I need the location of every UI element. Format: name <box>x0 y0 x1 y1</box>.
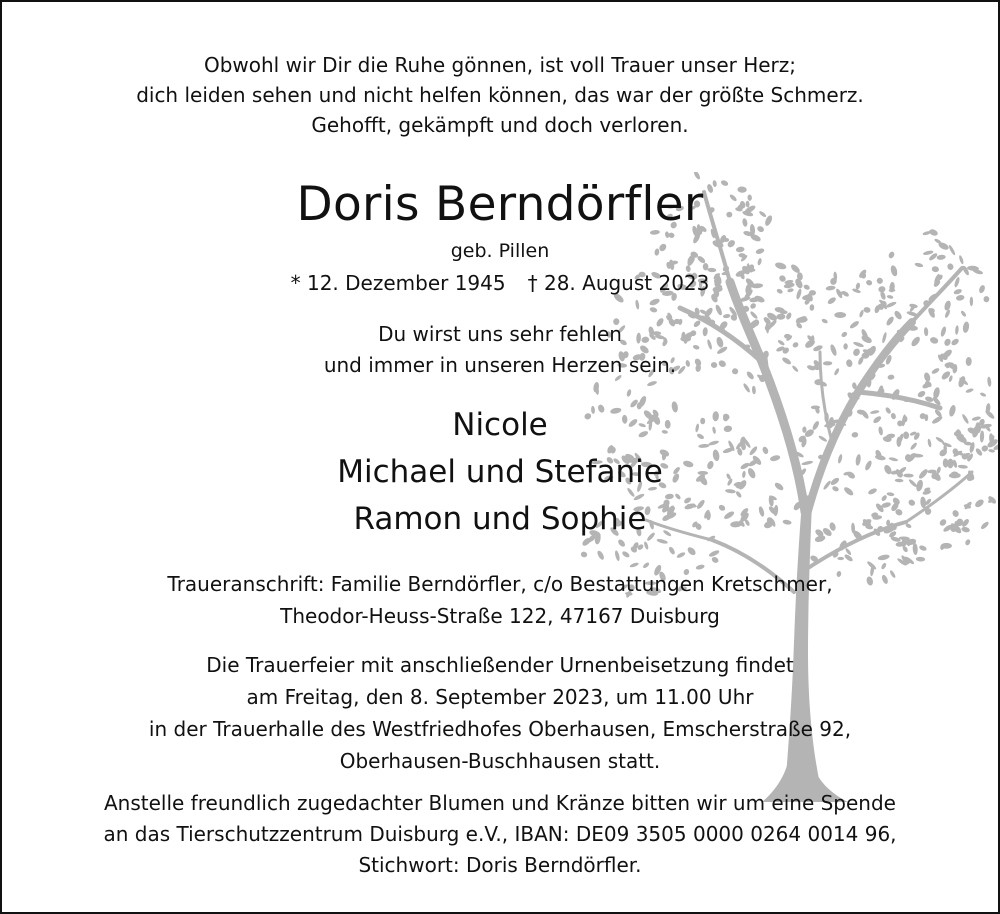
tree-leaf <box>749 302 757 310</box>
tree-leaf <box>711 556 720 564</box>
tree-leaf <box>596 550 605 561</box>
birth-name: geb. Pillen <box>450 240 550 262</box>
funeral-service-info <box>2 649 998 777</box>
mourners-list <box>2 402 998 543</box>
tree-leaf <box>843 553 853 562</box>
tree-leaf <box>686 546 697 557</box>
tree-leaf <box>580 551 588 558</box>
tree-leaf <box>626 389 632 397</box>
tree-leaf <box>863 306 871 313</box>
tree-leaf <box>647 380 658 387</box>
donation-line: an das Tierschutzzentrum Duisburg e.V., IBAN: DE09 3505 0000 0264 0014 96, <box>103 822 897 846</box>
tree-leaf <box>621 550 630 558</box>
tree-leaf <box>877 554 890 561</box>
tree-leaf <box>714 304 723 316</box>
tree-leaf <box>941 543 952 549</box>
verse <box>2 50 998 140</box>
verse-line: Gehofft, gekämpft und doch verloren. <box>311 113 689 137</box>
tree-leaf <box>834 312 846 318</box>
mourning-address <box>2 568 998 632</box>
tree-leaf <box>614 550 620 562</box>
tree-leaf <box>649 297 661 306</box>
tree-leaf <box>859 309 865 317</box>
message-line: und immer in unseren Herzen sein. <box>323 353 677 377</box>
farewell-message <box>2 319 998 381</box>
tree-leaf <box>909 303 918 309</box>
tree-leaf <box>916 557 926 562</box>
deceased-name: Doris Berndörfler <box>296 177 704 232</box>
birth-date: * 12. Dezember 1945 <box>290 271 506 295</box>
service-line: in der Trauerhalle des Westfriedhofes Oberhausen, Emscherstraße 92, <box>148 717 852 741</box>
tree-leaf <box>668 546 676 555</box>
verse-line: Obwohl wir Dir die Ruhe gönnen, ist voll Trauer unser Herz; <box>203 53 797 77</box>
tree-leaf <box>970 297 973 307</box>
tree-leaf <box>723 314 731 319</box>
tree-leaf <box>708 549 720 558</box>
tree-leaf <box>960 310 967 318</box>
tree-leaf <box>780 310 788 314</box>
tree-leaf <box>912 543 918 555</box>
tree-leaf <box>917 390 927 399</box>
message-line: Du wirst uns sehr fehlen <box>378 322 622 346</box>
tree-leaf <box>885 301 897 309</box>
tree-leaf <box>649 306 658 313</box>
mourner-name: Michael und Stefanie <box>337 454 663 490</box>
mourner-name: Nicole <box>452 407 548 443</box>
life-dates <box>2 268 998 298</box>
tree-leaf <box>742 382 751 393</box>
tree-leaf <box>676 551 686 559</box>
tree-leaf <box>752 386 756 395</box>
address-line: Theodor-Heuss-Straße 122, 47167 Duisburg <box>280 604 720 628</box>
death-date: † 28. August 2023 <box>527 271 710 295</box>
tree-leaf <box>809 304 814 311</box>
verse-line: dich leiden sehen und nicht helfen können, das war der größte Schmerz. <box>136 83 864 107</box>
service-line: Die Trauerfeier mit anschließender Urnenbeisetzung findet <box>206 653 794 677</box>
service-line: am Freitag, den 8. September 2023, um 11.00 Uhr <box>246 685 754 709</box>
tree-leaf <box>837 557 844 560</box>
tree-leaf <box>635 299 640 309</box>
address-line: Traueranschrift: Familie Berndörfler, c/o Bestattungen Kretschmer, <box>167 572 833 596</box>
tree-leaf <box>918 544 927 551</box>
mourner-name: Ramon und Sophie <box>353 501 647 537</box>
tree-leaf <box>965 388 974 394</box>
donation-line: Stichwort: Doris Berndörfler. <box>358 853 642 877</box>
tree-leaf <box>845 547 853 555</box>
donation-line: Anstelle freundlich zugedachter Blumen und Kränze bitten wir um eine Spende <box>103 791 896 815</box>
donation-request <box>2 788 998 881</box>
service-line: Oberhausen-Buschhausen statt. <box>339 749 661 773</box>
tree-leaf <box>943 300 952 311</box>
tree-leaf <box>980 392 987 397</box>
